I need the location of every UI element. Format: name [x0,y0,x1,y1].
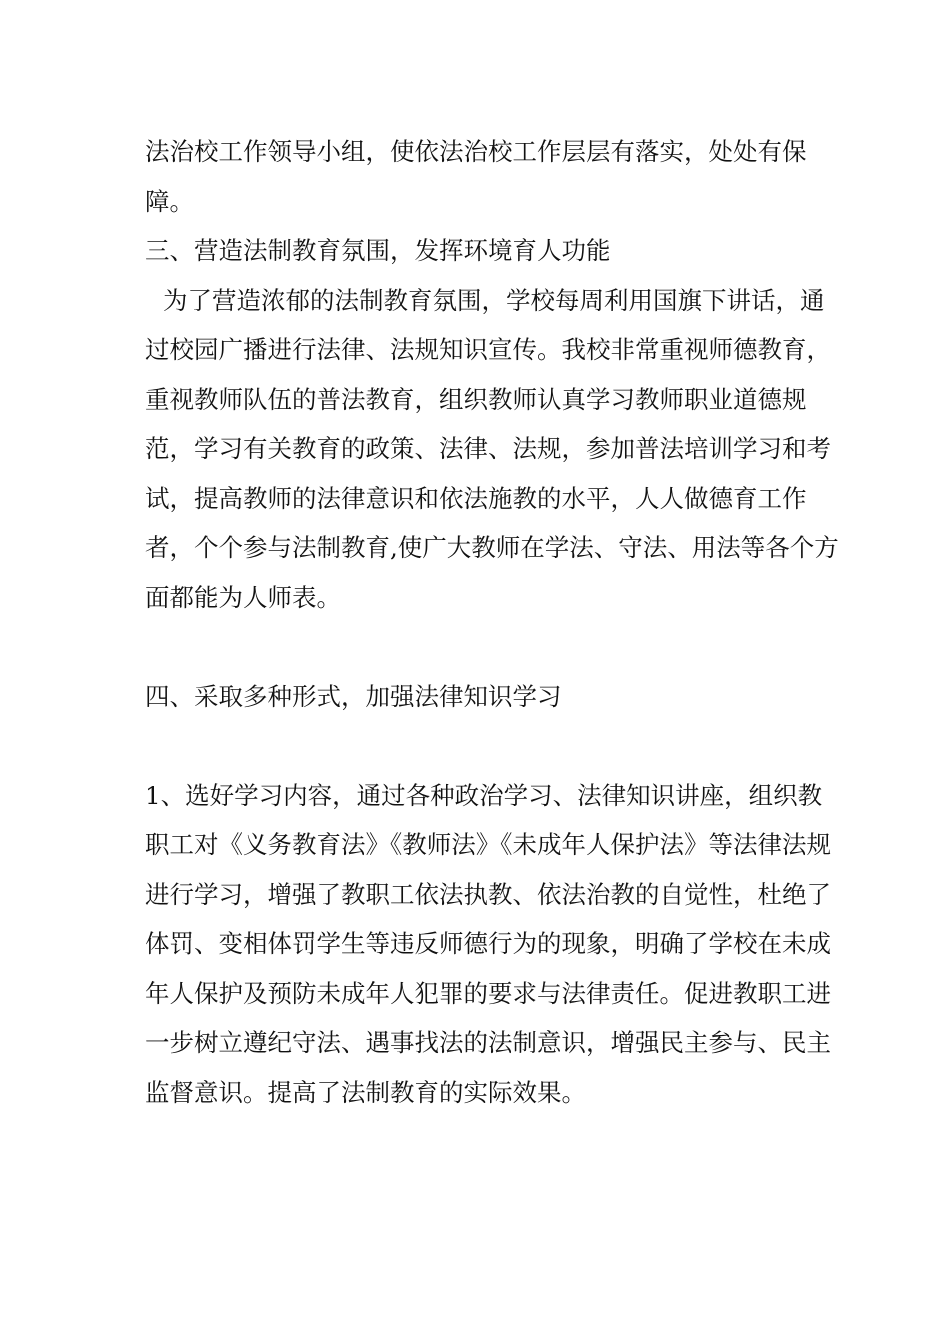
section-heading-four: 四、采取多种形式，加强法律知识学习 [145,681,562,711]
blank-line [145,721,845,771]
section-heading-three: 三、营造法制教育氛围，发挥环境育人功能 [145,236,611,265]
paragraph-section-three-body: 为了营造浓郁的法制教育氛围，学校每周利用国旗下讲话，通过校园广播进行法律、法规知识宣传。我校非常重视师德教育，重视教师队伍的普法教育，组织教师认真学习教师职业道德规范，学习有关教育的政策、法律、法规，参加普法培训学习和考试，提高教师的法律意识和依法施教的水平，人人做德育工作者，个个参与法制教育,使广大教师在学法、守法、用法等各个方面都能为人师表。 [145,285,839,612]
document-body [145,127,845,1117]
paragraph-continuation: 法治校工作领导小组，使依法治校工作层层有落实，处处有保障。 [145,137,807,216]
paragraph-item-one: 1、选好学习内容，通过各种政治学习、法律知识讲座，组织教职工对《义务教育法》《教师法》《未成年人保护法》等法律法规进行学习，增强了教职工依法执教、依法治教的自觉性，杜绝了体罚、变相体罚学生等违反师德行为的现象，明确了学校在未成年人保护及预防未成年人犯罪的要求与法律责任。促进教职工进一步树立遵纪守法、遇事找法的法制意识，增强民主参与、民主监督意识。提高了法制教育的实际效果。 [145,780,831,1107]
blank-line [145,622,845,672]
